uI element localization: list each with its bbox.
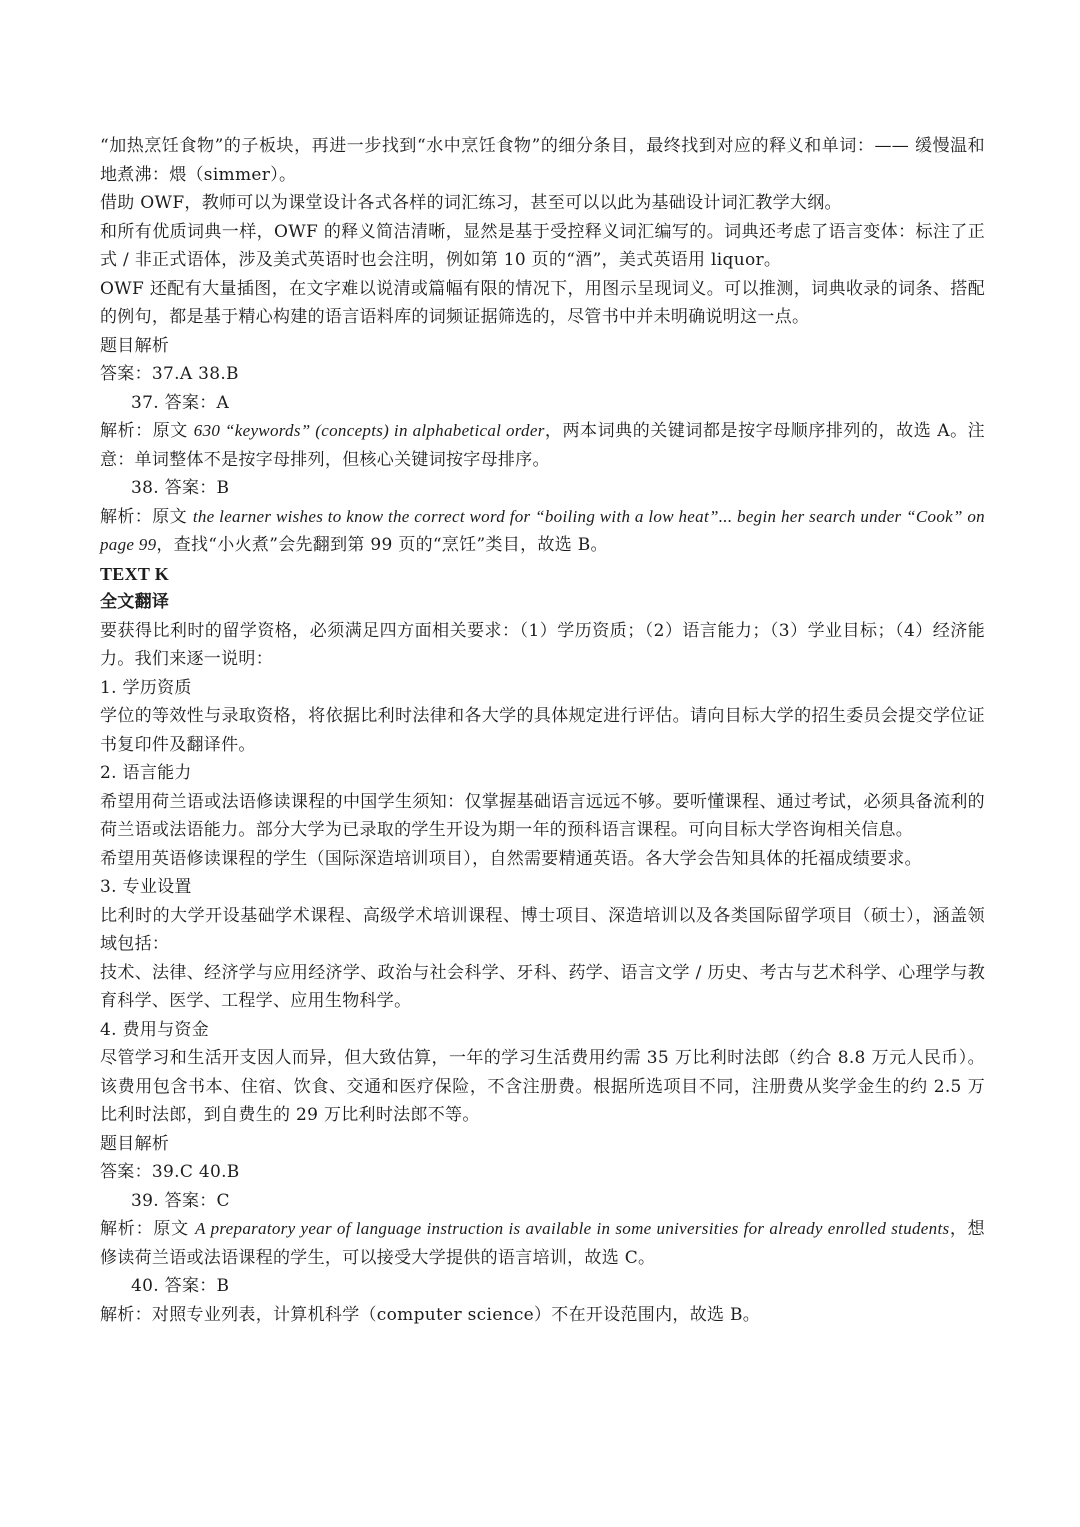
question-37-explanation: [100, 417, 985, 474]
question-40-explanation: 解析：对照专业列表，计算机科学（computer science）不在开设范围内，故选 B。: [100, 1304, 761, 1325]
explanation-prefix: 解析：原文: [100, 421, 194, 441]
answer-summary: 答案：39.C 40.B: [100, 1162, 240, 1182]
section-2-heading: 2. 语言能力: [100, 763, 192, 783]
explanation-text: ，两本词典的关键词都是按字母顺序排列的，故选 A。注意：单词整体不是按字母排列，但核心关键词按字母排序。: [100, 421, 985, 470]
paragraph-owf-definitions: 和所有优质词典一样，OWF 的释义简洁清晰，显然是基于受控释义词汇编写的。词典还考虑了语言变体：标注了正式 / 非正式语体，涉及美式英语时也会注明，例如第 10 页的“酒”，美式英语用 liquor。: [100, 221, 985, 270]
text-k-intro: 要获得比利时的留学资格，必须满足四方面相关要求：（1）学历资质；（2）语言能力；（3）学业目标；（4）经济能力。我们来逐一说明：: [100, 620, 985, 669]
question-40-answer: 40. 答案：B: [131, 1276, 230, 1296]
translation-heading: 全文翻译: [100, 592, 170, 611]
text-k-title: TEXT K: [100, 563, 169, 584]
explanation-text: ，查找“小火煮”会先翻到第 99 页的“烹饪”类目，故选 B。: [156, 535, 608, 555]
section-1-heading: 1. 学历资质: [100, 677, 192, 698]
paragraph-simmer: “加热烹饪食物”的子板块，再进一步找到“水中烹饪食物”的细分条目，最终找到对应的释义和单词：—— 缓慢温和地煮沸：煨（simmer）。: [100, 136, 985, 185]
analysis-heading: 题目解析: [100, 335, 170, 356]
question-37-answer: 37. 答案：A: [131, 392, 230, 413]
paragraph-owf-illustrations: OWF 还配有大量插图，在文字难以说清或篇幅有限的情况下，用图示呈现词义。可以推测，词典收录的词条、搭配的例句，都是基于精心构建的语言语料库的词频证据筛选的，尽管书中并未明确说明这一点。: [100, 278, 985, 327]
section-2-body-2: 希望用英语修读课程的学生（国际深造培训项目），自然需要精通英语。各大学会告知具体的托福成绩要求。: [100, 848, 922, 869]
quoted-text: A preparatory year of language instruction is available in some universities for already enrolled students: [195, 1219, 950, 1238]
question-38-explanation: [100, 503, 985, 560]
quoted-text: the learner wishes to know the correct word for “boiling with a low heat”... begin her search under “Cook” on page 99: [100, 506, 985, 554]
analysis-heading: 题目解析: [100, 1133, 170, 1154]
section-4-body: 尽管学习和生活开支因人而异，但大致估算，一年的学习生活费用约需 35 万比利时法郎（约合 8.8 万元人民币）。该费用包含书本、住宿、饮食、交通和医疗保险，不含注册费。根据所选项目不同，注册费从奖学金生的约 2.5 万比利时法郎，到自费生的 29 万比利时法郎不等。: [100, 1048, 985, 1125]
question-38-answer: 38. 答案：B: [131, 478, 230, 498]
document-page: [100, 132, 985, 1329]
section-1-body: 学位的等效性与录取资格，将依据比利时法律和各大学的具体规定进行评估。请向目标大学的招生委员会提交学位证书复印件及翻译件。: [100, 706, 985, 755]
section-3-body-2: 技术、法律、经济学与应用经济学、政治与社会科学、牙科、药学、语言文学 / 历史、考古与艺术科学、心理学与教育科学、医学、工程学、应用生物科学。: [100, 962, 985, 1011]
explanation-prefix: 解析：原文: [100, 506, 193, 527]
section-3-body-1: 比利时的大学开设基础学术课程、高级学术培训课程、博士项目、深造培训以及各类国际留学项目（硕士），涵盖领域包括：: [100, 905, 985, 954]
paragraph-owf-teachers: 借助 OWF，教师可以为课堂设计各式各样的词汇练习，甚至可以以此为基础设计词汇教学大纲。: [100, 193, 842, 213]
question-39-answer: 39. 答案：C: [131, 1190, 230, 1211]
question-39-explanation: [100, 1215, 985, 1272]
explanation-prefix: 解析：原文: [100, 1219, 196, 1239]
section-2-body-1: 希望用荷兰语或法语修读课程的中国学生须知：仅掌握基础语言远远不够。要听懂课程、通过考试，必须具备流利的荷兰语或法语能力。部分大学为已录取的学生开设为期一年的预科语言课程。可向目标大学咨询相关信息。: [100, 791, 985, 840]
explanation-text: ，想修读荷兰语或法语课程的学生，可以接受大学提供的语言培训，故选 C。: [100, 1219, 985, 1268]
answer-summary: 答案：37.A 38.B: [100, 364, 239, 384]
section-3-heading: 3. 专业设置: [100, 877, 192, 897]
quoted-text: 630 “keywords” (concepts) in alphabetical order: [193, 421, 545, 440]
section-4-heading: 4. 费用与资金: [100, 1019, 210, 1040]
